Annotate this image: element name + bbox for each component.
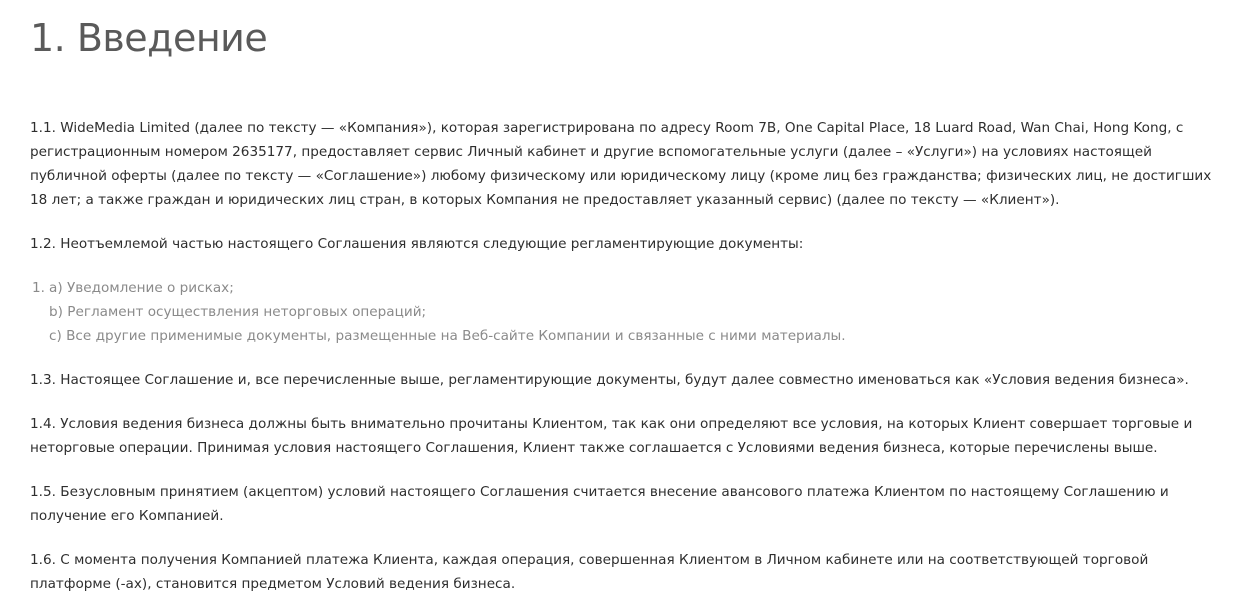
- documents-list: [30, 276, 1224, 348]
- paragraph-1-6: 1.6. С момента получения Компанией платежа Клиента, каждая операция, совершенная Клиентом в Личном кабинете или на соответствующей торговой платформе (-ах), становится предметом Условий ведения бизнеса.: [30, 552, 1149, 592]
- paragraph-1-1: 1.1. WideMedia Limited (далее по тексту — «Компания»), которая зарегистрирована по адресу Room 7B, One Capital Place, 18 Luard Road, Wan Chai, Hong Kong, с регистрационным номером 2635177, предоставляет сервис Личный кабинет и другие вспомогательные услуги (далее – «Услуги») на условиях настоящей публичной оферты (далее по тексту — «Соглашение») любому физическому или юридическому лицу (кроме лиц без гражданства; физических лиц, не достигших 18 лет; а также граждан и юридических лиц стран, в которых Компания не предоставляет указанный сервис) (далее по тексту — «Клиент»).: [30, 120, 1212, 208]
- paragraph-1-2: 1.2. Неотъемлемой частью настоящего Соглашения являются следующие регламентирующие документы:: [30, 236, 804, 252]
- paragraph-1-4: 1.4. Условия ведения бизнеса должны быть внимательно прочитаны Клиентом, так как они определяют все условия, на которых Клиент совершает торговые и неторговые операции. Принимая условия настоящего Соглашения, Клиент также соглашается с Условиями ведения бизнеса, которые перечислены выше.: [30, 416, 1193, 456]
- paragraph-1-3: 1.3. Настоящее Соглашение и, все перечисленные выше, регламентирующие документы, будут далее совместно именоваться как «Условия ведения бизнеса».: [30, 372, 1189, 388]
- list-item: [30, 300, 1224, 324]
- section-heading: 1. Введение: [30, 16, 268, 60]
- list-item: [30, 324, 1224, 348]
- list-item-text: b) Регламент осуществления неторговых операций;: [49, 304, 427, 320]
- list-item-text: a) Уведомление о рисках;: [49, 280, 234, 296]
- list-number: 1.: [32, 280, 45, 296]
- list-item-text: c) Все другие применимые документы, размещенные на Веб-сайте Компании и связанные с ними материалы.: [49, 328, 846, 344]
- paragraph-1-5: 1.5. Безусловным принятием (акцептом) условий настоящего Соглашения считается внесение авансового платежа Клиентом по настоящему Соглашению и получение его Компанией.: [30, 484, 1169, 524]
- list-item: [30, 276, 1224, 300]
